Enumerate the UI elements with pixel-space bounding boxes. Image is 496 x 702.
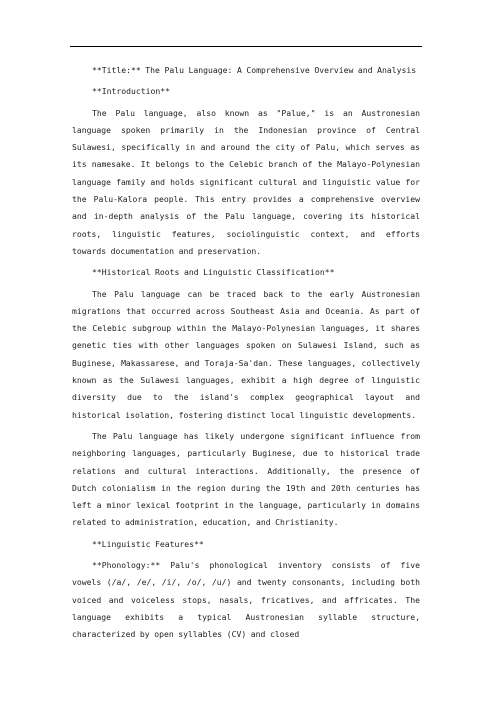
history-heading: **Historical Roots and Linguistic Classification** (92, 267, 335, 278)
features-heading: **Linguistic Features** (92, 538, 204, 549)
history-paragraph-1: The Palu language can be traced back to the early Austronesian migrations that occurred across Southeast Asia and Oceania. As part of the Celebic subgroup within the Malayo-Polynesian languages, it shares genetic ties with other languages spoken on Sulawesi Island, such as Buginese, Makassarese, and Toraja-Sa'dan. These languages, collectively known as the Sulawesi languages, exhibit a high degree of linguistic diversity due to the island's complex geographical layout and historical isolation, fostering distinct local linguistic developments. (72, 288, 420, 420)
document-title: **Title:** The Palu Language: A Comprehensive Overview and Analysis (92, 65, 417, 75)
introduction-heading: **Introduction** (92, 86, 170, 97)
phonology-paragraph: **Phonology:** Palu's phonological inventory consists of five vowels (/a/, /e/, /i/, /o/, /u/) and twenty consonants, including both voiced and voiceless stops, nasals, fricatives, and affricates. The language exhibits a typical Austronesian syllable structure, characterized by open syllables (CV) and closed (72, 560, 420, 640)
document-body (72, 62, 420, 648)
header-rule (70, 46, 422, 47)
history-paragraph-2: The Palu language has likely undergone significant influence from neighboring languages, particularly Buginese, due to historical trade relations and cultural interactions. Additionally, the presence of Dutch colonialism in the region during the 19th and 20th centuries has left a minor lexical footprint in the language, particularly in domains related to administration, education, and Christianity. (72, 430, 420, 528)
introduction-paragraph: The Palu language, also known as "Palue," is an Austronesian language spoken primarily in the Indonesian province of Central Sulawesi, specifically in and around the city of Palu, which serves as its namesake. It belongs to the Celebic branch of the Malayo-Polynesian language family and holds significant cultural and linguistic value for the Palu-Kalora people. This entry provides a comprehensive overview and in-depth analysis of the Palu language, covering its historical roots, linguistic features, sociolinguistic context, and efforts towards documentation and preservation. (72, 107, 420, 256)
